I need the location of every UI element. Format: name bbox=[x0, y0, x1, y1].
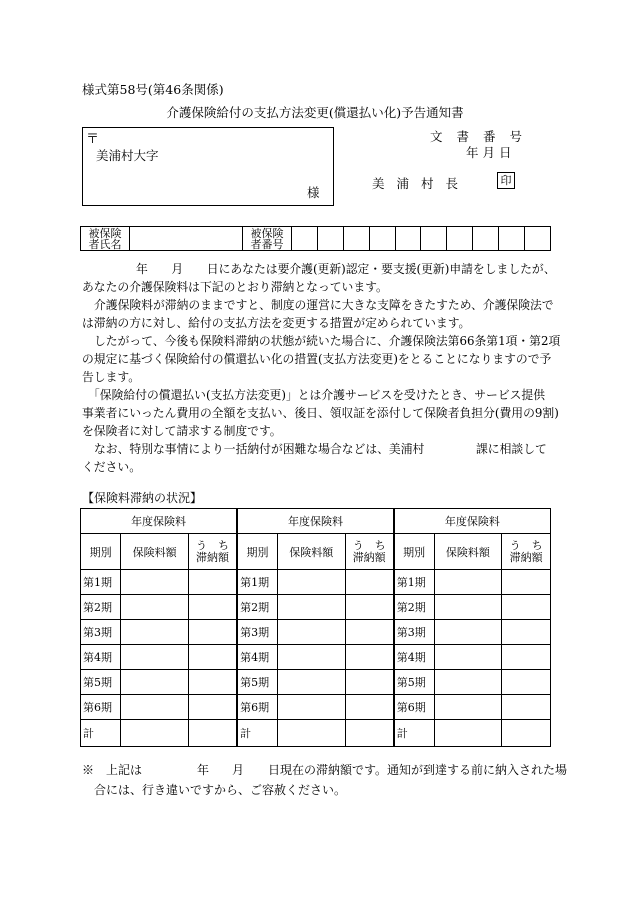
total-arrears[interactable] bbox=[345, 720, 394, 747]
body-line: なお、特別な事情により一括納付が困難な場合などは、美浦村 bbox=[94, 442, 425, 456]
arrears-cell[interactable] bbox=[345, 595, 394, 620]
body-line: 介護保険料が滞納のままですと、制度の運営に大きな支障をきたすため、介護保険法で bbox=[94, 298, 554, 312]
note-line: 日現在の滞納額です。通知が到達する前に納入された場 bbox=[268, 763, 568, 777]
body-line: 事業者にいったん費用の全額を支払い、後日、領収証を添付して保険者負担分(費用の9割) bbox=[82, 406, 559, 420]
body-line: を保険者に対して請求する制度です。 bbox=[82, 424, 282, 438]
number-digit[interactable] bbox=[395, 227, 421, 251]
col-period: 期別 bbox=[81, 534, 121, 570]
table-row bbox=[81, 595, 551, 620]
amount-cell[interactable] bbox=[121, 570, 189, 595]
body-line: は滞納の方に対し、給付の支払方法を変更する措置が定められています。 bbox=[82, 316, 471, 330]
total-arrears[interactable] bbox=[188, 720, 237, 747]
body-line: の規定に基づく保険給付の償還払い化の措置(支払方法変更)をとることになりますので予 bbox=[82, 352, 552, 366]
number-digit[interactable] bbox=[421, 227, 447, 251]
total-amount[interactable] bbox=[121, 720, 189, 747]
period-label: 第2期 bbox=[394, 595, 434, 620]
col-amount: 保険料額 bbox=[434, 534, 502, 570]
period-label: 第2期 bbox=[237, 595, 277, 620]
total-label: 計 bbox=[394, 720, 434, 747]
body-line: 「保険給付の償還払い(支払方法変更)」とは介護サービスを受けたとき、サービス提供 bbox=[88, 388, 546, 402]
number-label: 被保険 者番号 bbox=[243, 227, 292, 251]
year-header: 年度保険料 bbox=[81, 509, 238, 534]
arrears-cell[interactable] bbox=[502, 670, 551, 695]
amount-cell[interactable] bbox=[121, 695, 189, 720]
period-label: 第5期 bbox=[394, 670, 434, 695]
postal-mark: 〒 bbox=[86, 132, 100, 147]
address-box bbox=[82, 127, 334, 206]
amount-cell[interactable] bbox=[434, 645, 502, 670]
table-row bbox=[81, 645, 551, 670]
seal-mark: 印 bbox=[497, 172, 515, 189]
period-label: 第5期 bbox=[81, 670, 121, 695]
col-arrears: う ち 滞納額 bbox=[502, 534, 551, 570]
period-label: 第2期 bbox=[81, 595, 121, 620]
arrears-cell[interactable] bbox=[345, 670, 394, 695]
body-line: ください。 bbox=[82, 460, 141, 474]
body-line: 年 月 日にあなたは要介護(更新)認定・要支援(更新)申請をしましたが、 bbox=[136, 262, 556, 276]
number-digit[interactable] bbox=[447, 227, 473, 251]
amount-cell[interactable] bbox=[121, 620, 189, 645]
address-text: 美浦村大字 bbox=[96, 148, 159, 163]
table-row bbox=[81, 620, 551, 645]
arrears-cell[interactable] bbox=[502, 595, 551, 620]
col-period: 期別 bbox=[237, 534, 277, 570]
arrears-cell[interactable] bbox=[345, 570, 394, 595]
number-digit[interactable] bbox=[369, 227, 395, 251]
period-label: 第4期 bbox=[237, 645, 277, 670]
number-digit[interactable] bbox=[317, 227, 343, 251]
total-amount[interactable] bbox=[277, 720, 345, 747]
period-label: 第1期 bbox=[237, 570, 277, 595]
arrears-cell[interactable] bbox=[502, 570, 551, 595]
amount-cell[interactable] bbox=[277, 620, 345, 645]
number-digit[interactable] bbox=[499, 227, 525, 251]
amount-cell[interactable] bbox=[434, 570, 502, 595]
amount-cell[interactable] bbox=[434, 695, 502, 720]
date-label: 年月日 bbox=[466, 145, 516, 160]
col-period: 期別 bbox=[394, 534, 434, 570]
period-label: 第4期 bbox=[394, 645, 434, 670]
number-digit[interactable] bbox=[343, 227, 369, 251]
arrears-cell[interactable] bbox=[345, 620, 394, 645]
col-arrears: う ち 滞納額 bbox=[345, 534, 394, 570]
table-row bbox=[81, 570, 551, 595]
number-digit[interactable] bbox=[473, 227, 499, 251]
arrears-cell[interactable] bbox=[345, 695, 394, 720]
amount-cell[interactable] bbox=[121, 645, 189, 670]
note-line: ※ 上記は bbox=[82, 763, 143, 777]
mayor-label: 美浦村長 bbox=[372, 176, 471, 191]
col-amount: 保険料額 bbox=[121, 534, 189, 570]
year-header: 年度保険料 bbox=[394, 509, 551, 534]
amount-cell[interactable] bbox=[277, 595, 345, 620]
arrears-cell[interactable] bbox=[345, 645, 394, 670]
amount-cell[interactable] bbox=[434, 670, 502, 695]
document-title: 介護保険給付の支払方法変更(償還払い化)予告通知書 bbox=[166, 105, 464, 120]
period-label: 第4期 bbox=[81, 645, 121, 670]
amount-cell[interactable] bbox=[121, 595, 189, 620]
number-digit[interactable] bbox=[292, 227, 318, 251]
arrears-table bbox=[80, 508, 551, 747]
body-line: したがって、今後も保険料滞納の状態が続いた場合に、介護保険法第66条第1項・第2項 bbox=[94, 334, 561, 348]
total-label: 計 bbox=[81, 720, 121, 747]
note-line: 合には、行き違いですから、ご容赦ください。 bbox=[94, 783, 347, 797]
body-line: 告します。 bbox=[82, 370, 141, 384]
amount-cell[interactable] bbox=[434, 620, 502, 645]
amount-cell[interactable] bbox=[277, 570, 345, 595]
arrears-cell[interactable] bbox=[188, 620, 237, 645]
doc-number-label: 文書番号 bbox=[430, 129, 537, 144]
arrears-cell[interactable] bbox=[188, 645, 237, 670]
col-arrears: う ち 滞納額 bbox=[188, 534, 237, 570]
total-amount[interactable] bbox=[434, 720, 502, 747]
amount-cell[interactable] bbox=[277, 670, 345, 695]
body-line: あなたの介護保険料は下記のとおり滞納となっています。 bbox=[82, 280, 388, 294]
period-label: 第3期 bbox=[237, 620, 277, 645]
period-label: 第3期 bbox=[394, 620, 434, 645]
arrears-cell[interactable] bbox=[502, 695, 551, 720]
situation-heading: 【保険料滞納の状況】 bbox=[82, 491, 203, 505]
arrears-cell[interactable] bbox=[188, 670, 237, 695]
amount-cell[interactable] bbox=[277, 645, 345, 670]
body-line: 課に相談して bbox=[476, 442, 547, 456]
form-number: 様式第58号(第46条関係) bbox=[82, 82, 224, 97]
period-label: 第1期 bbox=[394, 570, 434, 595]
period-label: 第5期 bbox=[237, 670, 277, 695]
arrears-cell[interactable] bbox=[502, 620, 551, 645]
insured-id-table bbox=[80, 226, 551, 251]
year-header: 年度保険料 bbox=[237, 509, 394, 534]
amount-cell[interactable] bbox=[277, 695, 345, 720]
period-label: 第6期 bbox=[237, 695, 277, 720]
total-arrears[interactable] bbox=[502, 720, 551, 747]
note-line: 年 bbox=[197, 763, 210, 777]
arrears-cell[interactable] bbox=[502, 645, 551, 670]
table-row bbox=[81, 695, 551, 720]
total-label: 計 bbox=[237, 720, 277, 747]
number-digit[interactable] bbox=[525, 227, 551, 251]
period-label: 第6期 bbox=[81, 695, 121, 720]
table-row bbox=[81, 670, 551, 695]
period-label: 第1期 bbox=[81, 570, 121, 595]
arrears-cell[interactable] bbox=[188, 695, 237, 720]
period-rows bbox=[81, 570, 551, 720]
arrears-cell[interactable] bbox=[188, 570, 237, 595]
name-field[interactable] bbox=[130, 227, 243, 251]
honorific: 様 bbox=[307, 185, 320, 200]
name-label: 被保険 者氏名 bbox=[81, 227, 130, 251]
period-label: 第3期 bbox=[81, 620, 121, 645]
amount-cell[interactable] bbox=[434, 595, 502, 620]
arrears-cell[interactable] bbox=[188, 595, 237, 620]
period-label: 第6期 bbox=[394, 695, 434, 720]
note-line: 月 bbox=[232, 763, 245, 777]
amount-cell[interactable] bbox=[121, 670, 189, 695]
col-amount: 保険料額 bbox=[277, 534, 345, 570]
